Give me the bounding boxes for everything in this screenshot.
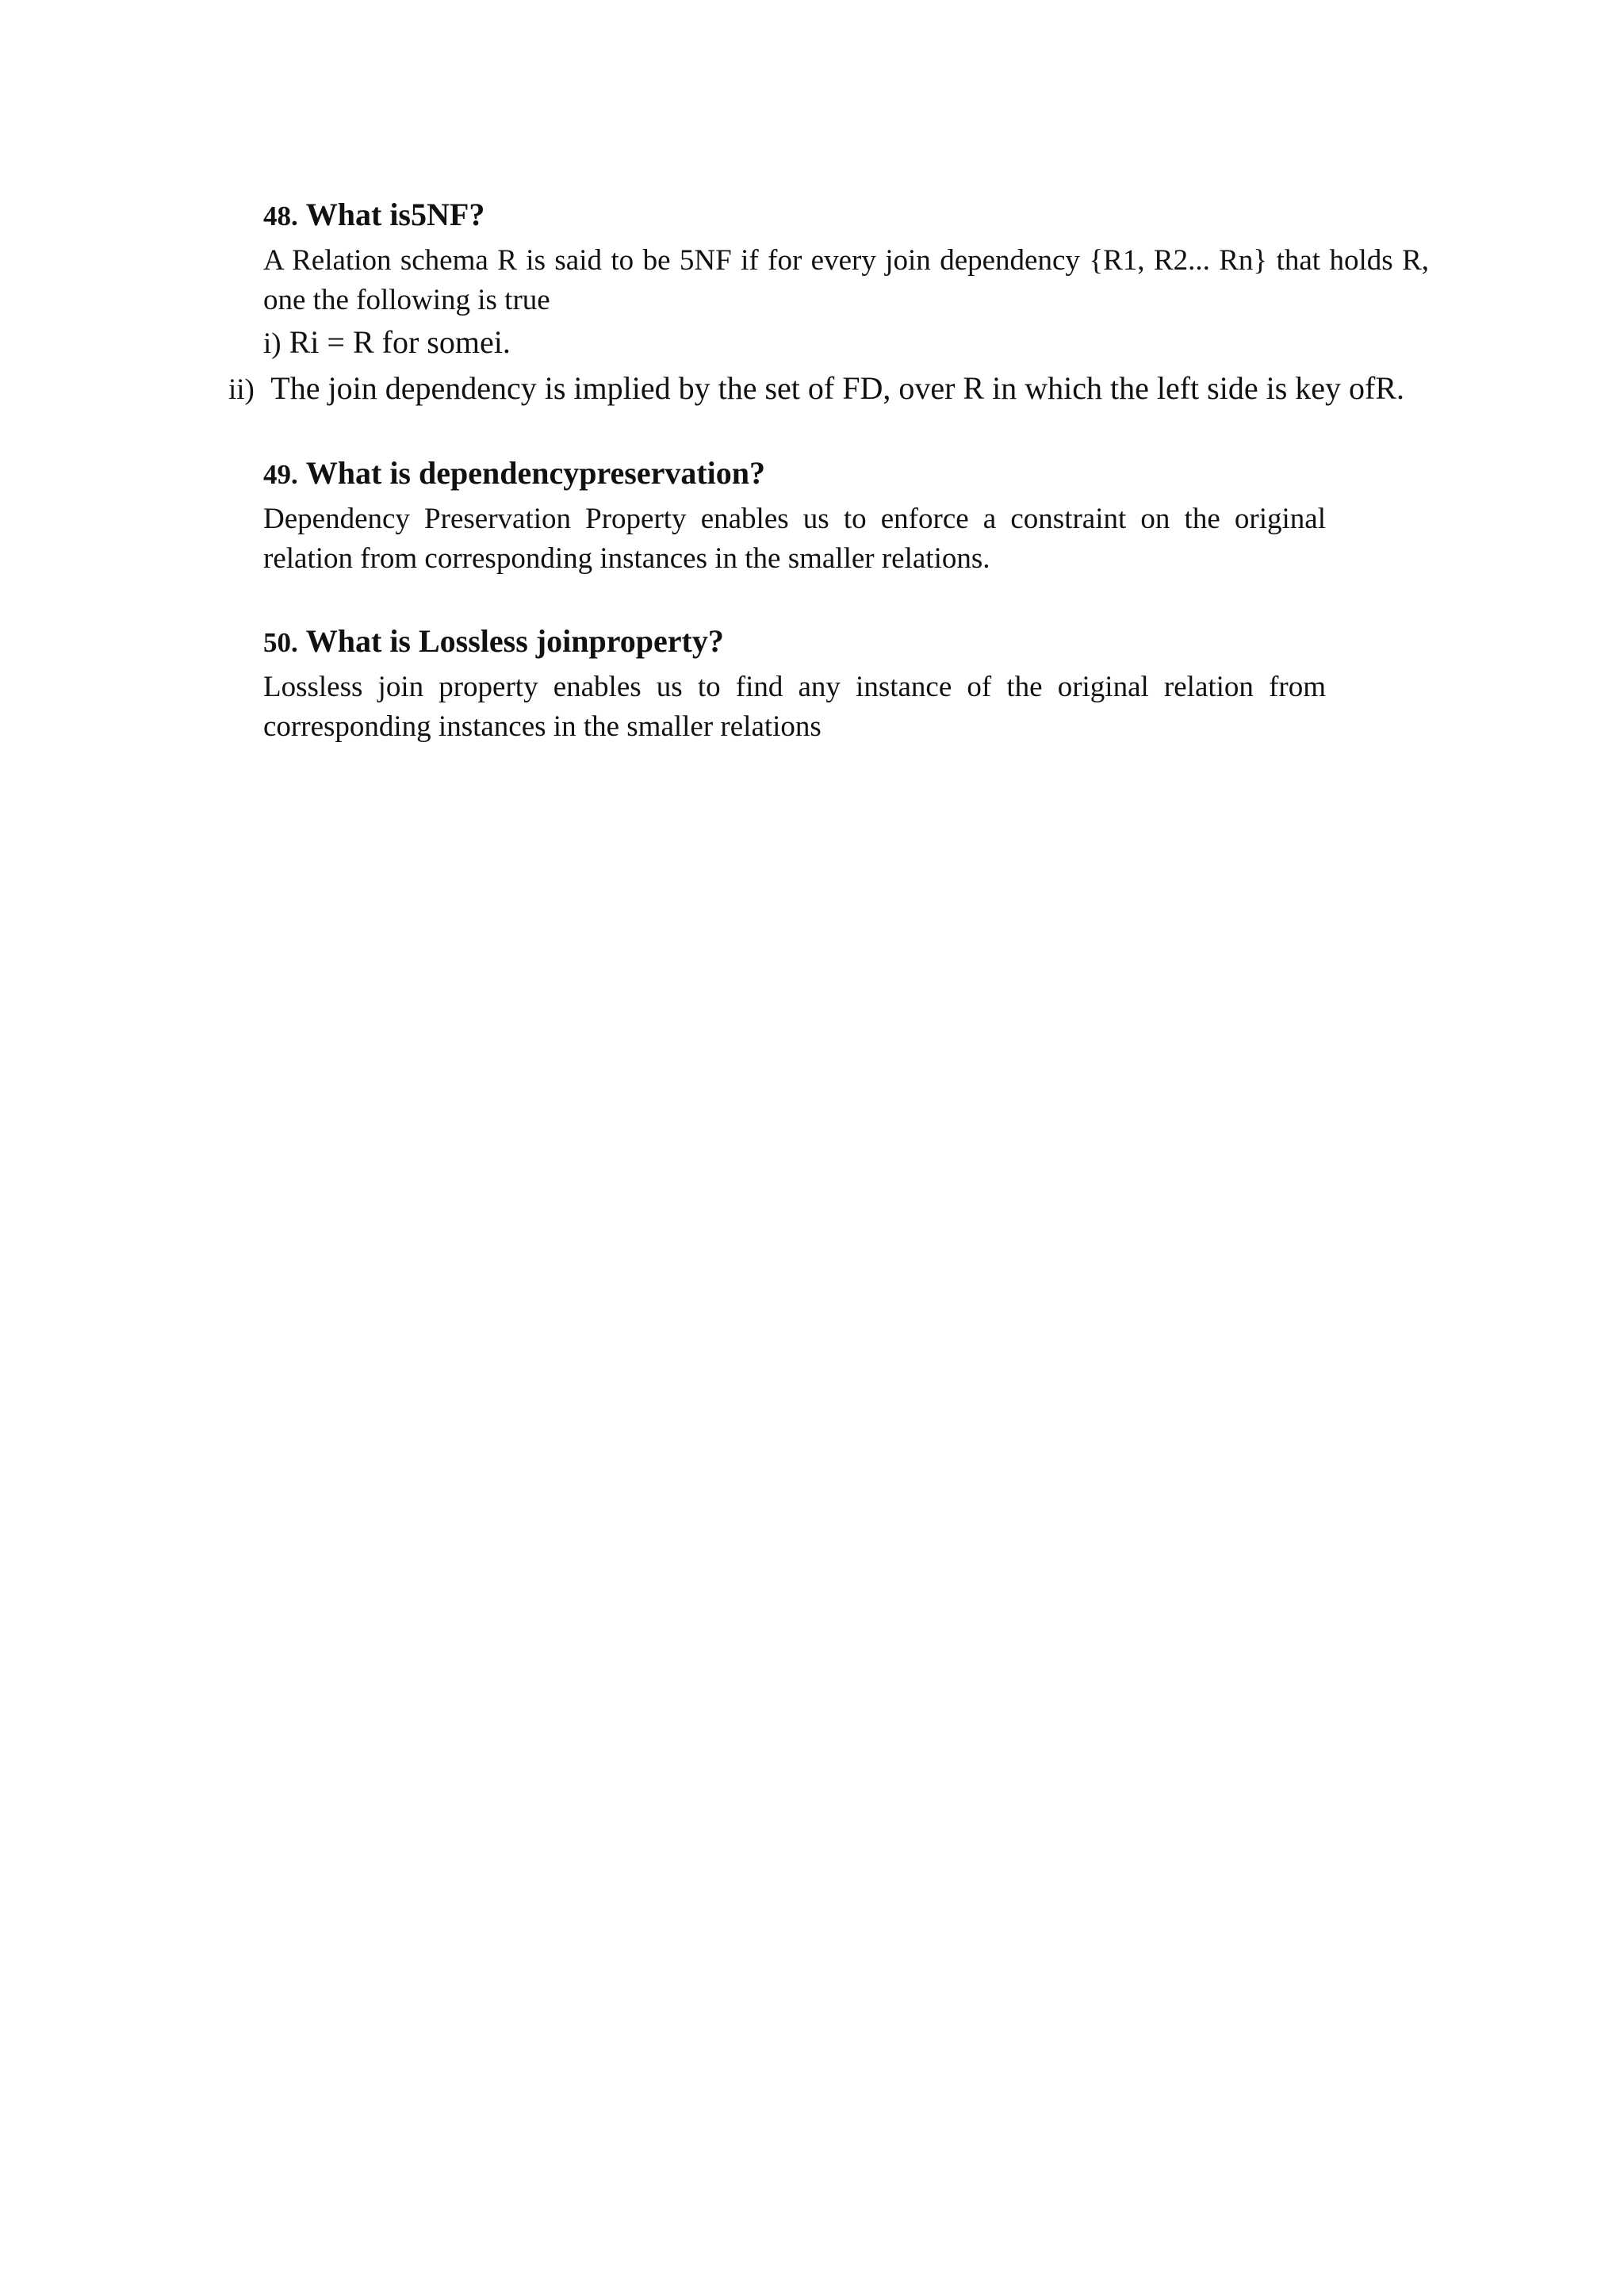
question-heading: [263, 618, 1429, 666]
document-content: [228, 192, 1429, 747]
question-title: What is5NF?: [305, 197, 485, 232]
list-item: ii) The join dependency is implied by the set of FD, over R in which the left side is key ofR.: [228, 370, 1405, 406]
list-marker: i): [263, 327, 282, 360]
question-heading: [263, 450, 1429, 498]
list-item-text: The join dependency is implied by the set of FD, over R in which the left side is key ofR.: [270, 370, 1405, 406]
answer-text: A Relation schema R is said to be 5NF if for every join dependency {R1, R2... Rn} that holds R, one the following is true: [263, 244, 1429, 316]
answer-text: Dependency Preservation Property enables us to enforce a constraint on the original relation from corresponding instances in the smaller relations.: [263, 503, 1326, 575]
list-item-text: Ri = R for somei.: [289, 324, 511, 360]
question-number: 49.: [263, 459, 298, 490]
question-title: What is Lossless joinproperty?: [305, 623, 724, 659]
question-heading: [263, 192, 1429, 239]
question-block-50: [263, 618, 1429, 747]
question-number: 48.: [263, 201, 298, 232]
question-block-49: [263, 450, 1429, 579]
answer-text: Lossless join property enables us to find any instance of the original relation from corresponding instances in the smaller relations: [263, 671, 1326, 743]
list-item: [263, 320, 1429, 366]
question-block-48: [228, 192, 1429, 412]
question-number: 50.: [263, 627, 298, 658]
question-title: What is dependencypreservation?: [305, 455, 766, 491]
